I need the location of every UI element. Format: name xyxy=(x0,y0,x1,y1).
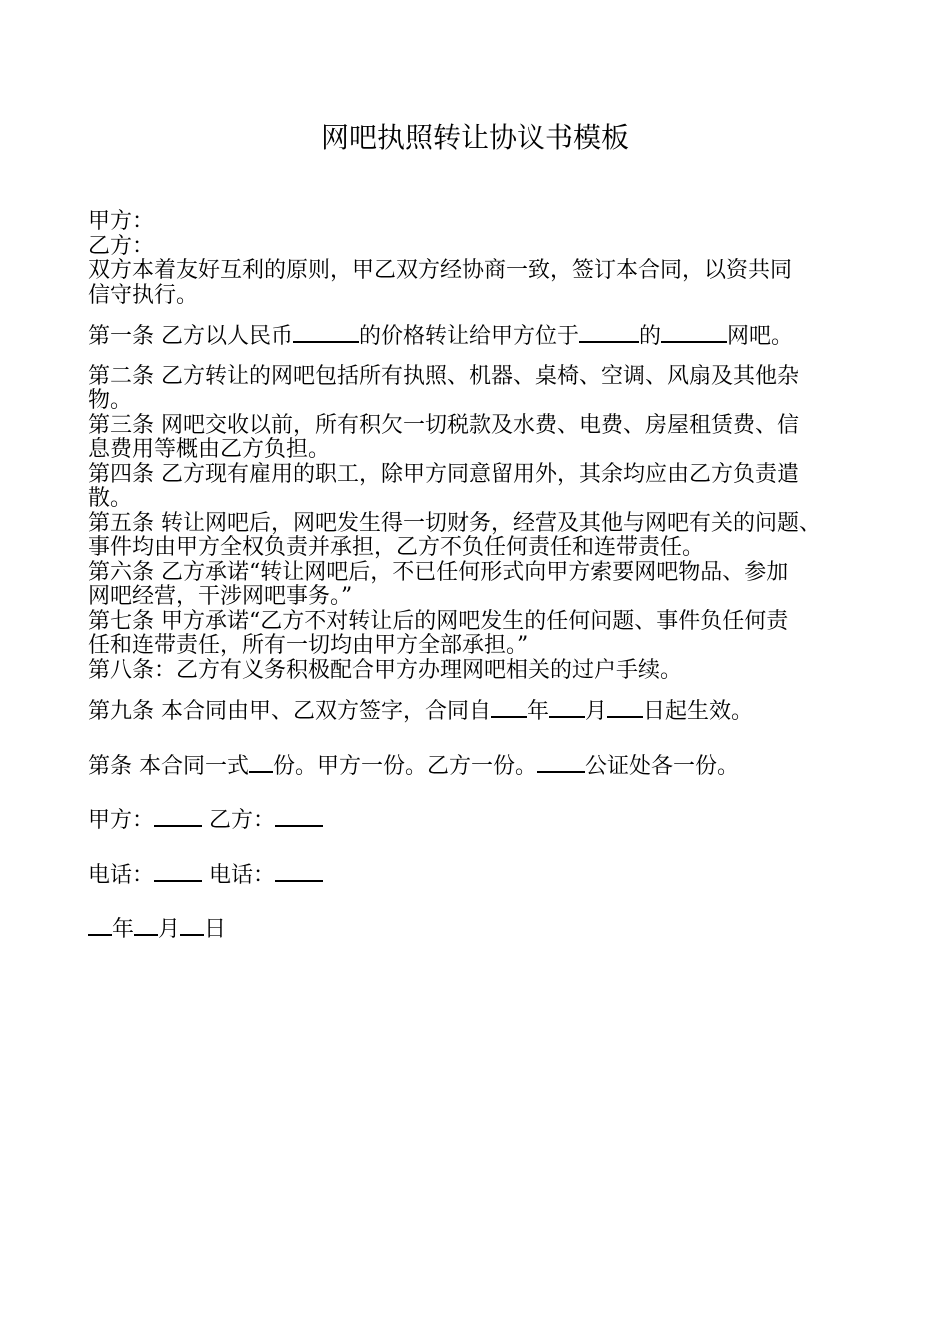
article-9-text-1: 第九条 本合同由甲、乙双方签字，合同自 xyxy=(88,699,491,724)
date-line xyxy=(88,916,878,943)
blank-year xyxy=(491,698,527,718)
article-9-text-3: 月 xyxy=(585,699,608,724)
article-7-line-1: 第七条 甲方承诺“乙方不对转让后的网吧发生的任何问题、事件负任何责 xyxy=(88,608,789,634)
article-5-line-2: 事件均由甲方全权负责并承担，乙方不负任何责任和连带责任。 xyxy=(88,535,705,560)
blank-name xyxy=(661,323,727,343)
article-4 xyxy=(88,463,878,512)
blank-month xyxy=(549,698,585,718)
article-5-line-1: 第五条 转让网吧后，网吧发生得一切财务，经营及其他与网吧有关的问题、 xyxy=(88,510,821,536)
intro-line-1: 双方本着友好互利的原则，甲乙双方经协商一致，签订本合同，以资共同 xyxy=(88,258,793,283)
article-6 xyxy=(88,561,878,610)
intro-line-2: 信守执行。 xyxy=(88,282,199,308)
phone-b-label: 电话： xyxy=(202,862,276,888)
article-2 xyxy=(88,365,878,414)
blank-location xyxy=(579,323,639,343)
article-6-line-1: 第六条 乙方承诺“转让网吧后，不已任何形式向甲方索要网吧物品、参加 xyxy=(88,559,789,585)
article-1-text-1: 第一条 乙方以人民币 xyxy=(88,324,293,349)
date-day-label: 日 xyxy=(204,917,227,942)
article-3-line-2: 息费用等概由乙方负担。 xyxy=(88,437,331,462)
party-b-line: 乙方： xyxy=(88,233,155,259)
intro-paragraph xyxy=(88,259,878,308)
signature-line xyxy=(88,807,878,834)
article-2-line-2: 物。 xyxy=(88,388,133,413)
article-10-text-2: 份。甲方一份。乙方一份。 xyxy=(273,753,538,779)
blank-sign-month xyxy=(134,916,158,936)
article-10-text-1: 第条 本合同一式 xyxy=(88,753,249,779)
date-year-label: 年 xyxy=(112,917,135,942)
blank-phone-b xyxy=(275,862,323,882)
article-2-line-1: 第二条 乙方转让的网吧包括所有执照、机器、桌椅、空调、风扇及其他杂 xyxy=(88,363,799,389)
article-7-line-2: 任和连带责任，所有一切均由甲方全部承担。” xyxy=(88,633,529,658)
document-title: 网吧执照转让协议书模板 xyxy=(320,121,629,154)
date-month-label: 月 xyxy=(158,917,181,942)
article-1-text-3: 的 xyxy=(639,324,662,349)
phone-a-label: 电话： xyxy=(88,862,155,888)
document-body xyxy=(88,210,878,943)
article-10-text-3: 公证处各一份。 xyxy=(585,753,740,779)
blank-sign-year xyxy=(88,916,112,936)
sign-party-b-label: 乙方： xyxy=(202,808,276,833)
blank-notary xyxy=(537,753,585,773)
blank-sign-day xyxy=(180,916,204,936)
article-3-line-1: 第三条 网吧交收以前，所有积欠一切税款及水费、电费、房屋租赁费、信 xyxy=(88,412,799,438)
blank-day xyxy=(607,698,643,718)
party-a-line: 甲方： xyxy=(88,209,155,234)
article-10 xyxy=(88,753,878,780)
blank-price xyxy=(293,323,359,343)
article-1-text-2: 的价格转让给甲方位于 xyxy=(359,324,580,349)
blank-sign-a xyxy=(154,807,202,827)
blank-sign-b xyxy=(275,807,323,827)
sign-party-a-label: 甲方： xyxy=(88,808,155,833)
blank-phone-a xyxy=(154,862,202,882)
blank-copies xyxy=(249,753,273,773)
article-4-line-2: 散。 xyxy=(88,486,133,511)
article-1 xyxy=(88,323,878,350)
article-9-text-2: 年 xyxy=(527,699,550,724)
article-8: 第八条：乙方有义务积极配合甲方办理网吧相关的过户手续。 xyxy=(88,657,683,683)
article-1-text-4: 网吧。 xyxy=(727,324,794,349)
article-7 xyxy=(88,610,878,659)
article-5 xyxy=(88,512,878,561)
article-9 xyxy=(88,698,878,725)
phone-line xyxy=(88,862,878,889)
article-3 xyxy=(88,414,878,463)
article-9-text-4: 日起生效。 xyxy=(643,699,754,724)
article-4-line-1: 第四条 乙方现有雇用的职工，除甲方同意留用外，其余均应由乙方负责遣 xyxy=(88,461,799,487)
article-6-line-2: 网吧经营，干涉网吧事务。” xyxy=(88,584,353,609)
